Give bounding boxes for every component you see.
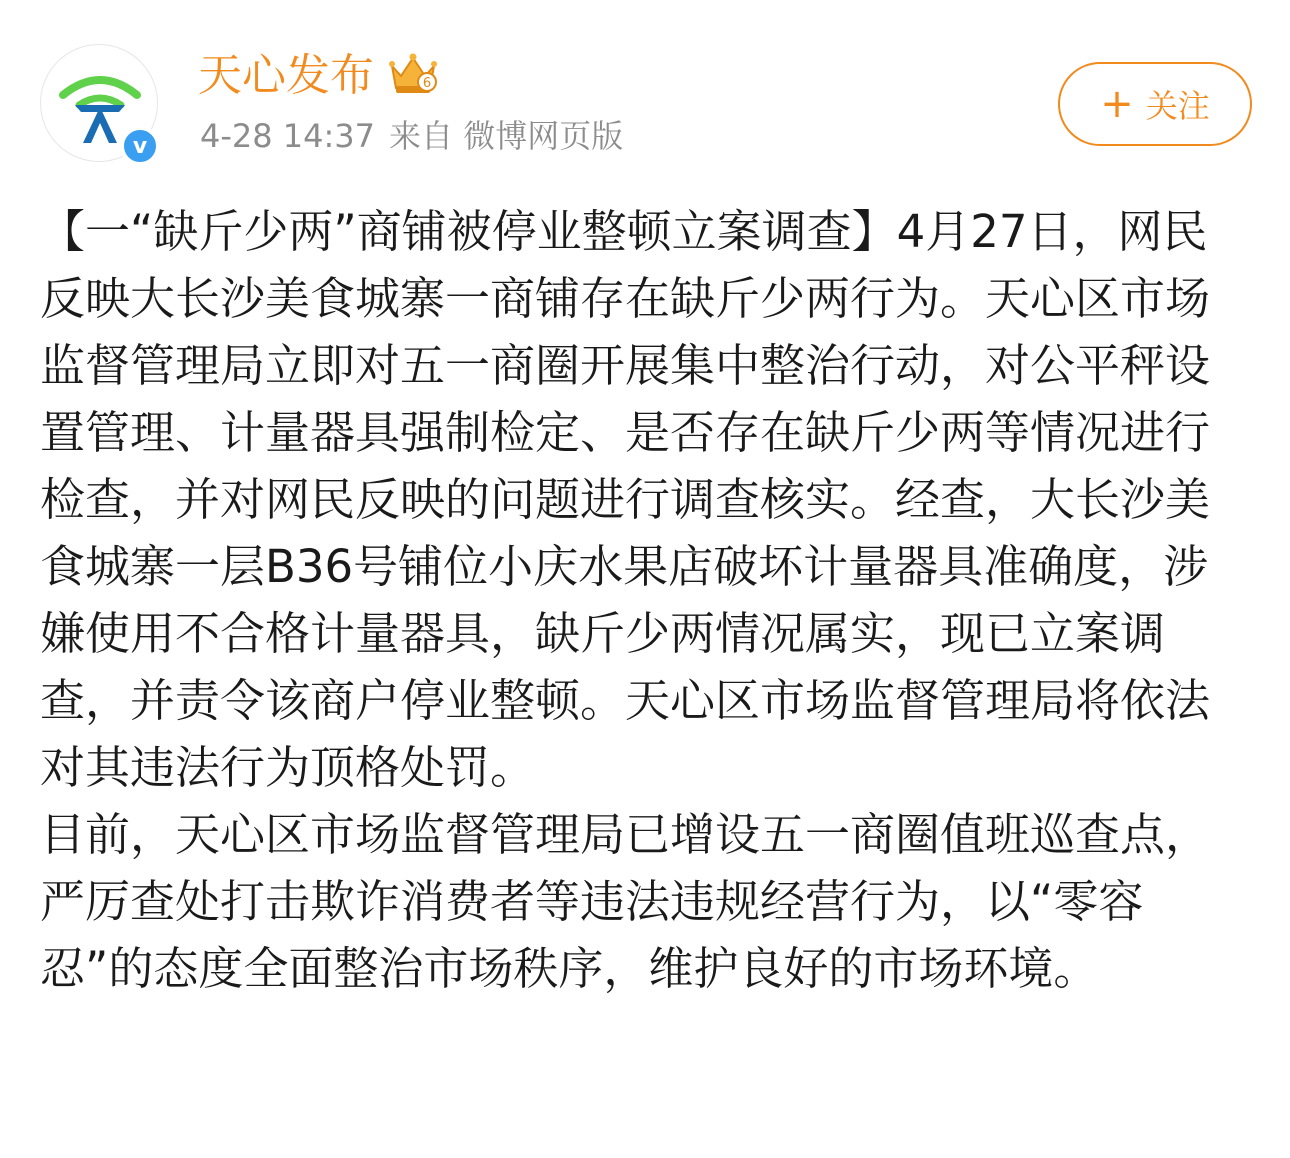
plus-icon: + xyxy=(1100,81,1134,127)
follow-button[interactable] xyxy=(1058,62,1252,146)
post-paragraph: 目前，天心区市场监督管理局已增设五一商圈值班巡查点，严厉查处打击欺诈消费者等违法违规经营行为，以“零容忍”的态度全面整治市场秩序，维护良好的市场环境。 xyxy=(40,808,1211,995)
follow-button-label: 关注 xyxy=(1145,87,1210,125)
post-meta xyxy=(200,114,623,158)
user-name[interactable]: 天心发布 xyxy=(198,50,374,101)
crown-level: 6 xyxy=(422,76,432,91)
verified-badge-icon: v xyxy=(120,126,160,166)
post-timestamp[interactable]: 4-28 14:37 xyxy=(200,117,376,155)
post-paragraph: 【一“缺斤少两”商铺被停业整顿立案调查】4月27日，网民反映大长沙美食城寨一商铺存在缺斤少两行为。天心区市场监督管理局立即对五一商圈开展集中整治行动，对公平秤设置管理、计量器具强制检定、是否存在缺斤少两等情况进行检查，并对网民反映的问题进行调查核实。经查，大长沙美食城寨一层B36号铺位小庆水果店破坏计量器具准确度，涉嫌使用不合格计量器具，缺斤少两情况属实，现已立案调查，并责令该商户停业整顿。天心区市场监督管理局将依法对其违法行为顶格处罚。 xyxy=(40,205,1211,794)
post-content xyxy=(40,198,1250,1002)
post-source: 来自 微博网页版 xyxy=(389,117,624,155)
crown-member-icon xyxy=(388,52,438,98)
